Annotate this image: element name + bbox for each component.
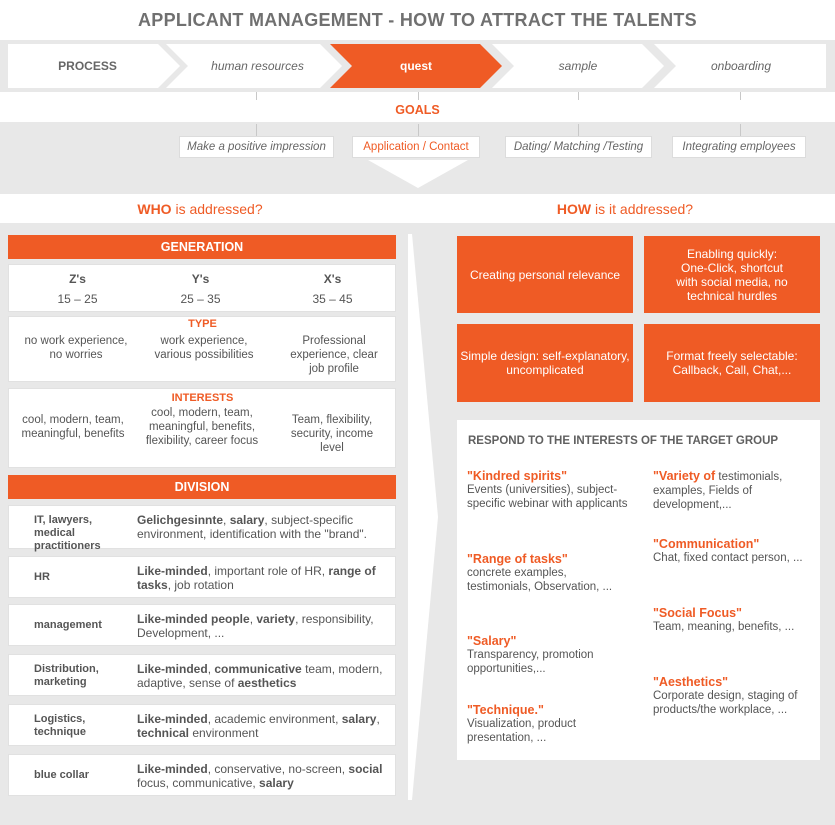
page-title: APPLICANT MANAGEMENT - HOW TO ATTRACT THE TALENTS — [138, 10, 697, 30]
gen-y-range: 25 – 35 — [180, 292, 221, 306]
down-arrow-icon — [368, 160, 468, 190]
type-heading: TYPE — [188, 318, 217, 330]
respond-item: "Technique." Visualization, product presentation, ... — [467, 703, 577, 744]
division-row — [8, 654, 396, 696]
how-box-format: Format freely selectable: Callback, Call, Chat,... — [644, 324, 820, 402]
interests-heading: INTERESTS — [171, 392, 234, 404]
connector-line — [578, 92, 579, 100]
gen-z-name: Z's — [69, 272, 86, 286]
division-value: Like-minded, important role of HR, range of tasks, job rotation — [137, 564, 376, 592]
goals-heading: GOALS — [395, 103, 440, 117]
division-key: IT, lawyers, medical practitioners — [34, 514, 101, 552]
type-z: no work experience, no worries — [24, 335, 128, 361]
how-box-relevance: Creating personal relevance — [457, 236, 633, 313]
division-value: Gelichgesinnte, salary, subject-specific environment, identification with the "brand". — [137, 513, 367, 541]
division-heading: DIVISION — [8, 475, 396, 499]
connector-line — [418, 124, 419, 136]
connector-line — [740, 124, 741, 136]
division-key: blue collar — [34, 769, 90, 781]
respond-item: "Social Focus" Team, meaning, benefits, ... — [653, 606, 795, 633]
division-row — [8, 754, 396, 796]
goal-item: Integrating employees — [672, 136, 806, 158]
connector-line — [256, 92, 257, 100]
interests-z: cool, modern, team, meaningful, benefits — [21, 414, 125, 440]
division-row — [8, 505, 396, 552]
how-heading: HOW is it addressed? — [556, 201, 694, 217]
connector-line — [256, 124, 257, 136]
division-key: HR — [34, 571, 50, 583]
division-row — [8, 704, 396, 746]
step-sample: sample — [558, 59, 598, 73]
gen-y-name: Y's — [191, 272, 210, 286]
step-process: PROCESS — [58, 59, 117, 73]
division-row — [8, 604, 396, 646]
respond-item: "Aesthetics" Corporate design, staging of products/the workplace, ... — [653, 675, 798, 716]
division-row — [8, 556, 396, 598]
step-human-resources: human resources — [211, 59, 304, 73]
goal-item: Make a positive impression — [179, 136, 334, 158]
division-key: Distribution, marketing — [34, 663, 99, 688]
respond-item: "Variety of testimonials, examples, Fields of development,... — [653, 469, 783, 511]
respond-heading: RESPOND TO THE INTERESTS OF THE TARGET GROUP — [468, 435, 779, 447]
type-y: work experience, various possibilities — [154, 335, 254, 361]
respond-item: "Kindred spirits" Events (universities), subject-specific webinar with applicants — [467, 469, 628, 510]
interests-y: cool, modern, team, meaningful, benefits, flexibility, career focus — [145, 407, 259, 447]
division-key: management — [34, 619, 102, 631]
how-box-design: Simple design: self-explanatory, uncomplicated — [457, 324, 633, 402]
gen-z-range: 15 – 25 — [57, 292, 98, 306]
respond-item: "Communication" Chat, fixed contact person, ... — [653, 537, 803, 564]
generation-heading: GENERATION — [8, 235, 396, 259]
connector-line — [740, 92, 741, 100]
gen-x-range: 35 – 45 — [312, 292, 353, 306]
respond-item: "Range of tasks" concrete examples, testimonials, Observation, ... — [467, 552, 613, 593]
type-x: Professional experience, clear job profile — [290, 335, 378, 375]
goal-item-active: Application / Contact — [352, 136, 480, 158]
connector-line — [418, 92, 419, 100]
gen-x-name: X's — [323, 272, 342, 286]
division-value: Like-minded, academic environment, salary, technical environment — [137, 712, 380, 740]
right-arrow-icon — [408, 234, 442, 804]
goal-item: Dating/ Matching /Testing — [505, 136, 652, 158]
division-value: Like-minded, communicative team, modern, adaptive, sense of aesthetics — [137, 662, 383, 690]
step-quest: quest — [399, 59, 432, 73]
how-box-quick: Enabling quickly: One-Click, shortcut with social media, no technical hurdles — [644, 236, 820, 313]
who-heading: WHO is addressed? — [137, 201, 263, 217]
division-value: Like-minded people, variety, responsibility, Development, ... — [137, 612, 374, 640]
connector-line — [578, 124, 579, 136]
division-key: Logistics, technique — [34, 713, 86, 738]
respond-item: "Salary" Transparency, promotion opportunities,... — [467, 634, 594, 675]
interests-x: Team, flexibility, security, income level — [290, 414, 374, 454]
step-onboarding: onboarding — [710, 59, 772, 73]
division-value: Like-minded, conservative, no-screen, social focus, communicative, salary — [137, 762, 383, 790]
